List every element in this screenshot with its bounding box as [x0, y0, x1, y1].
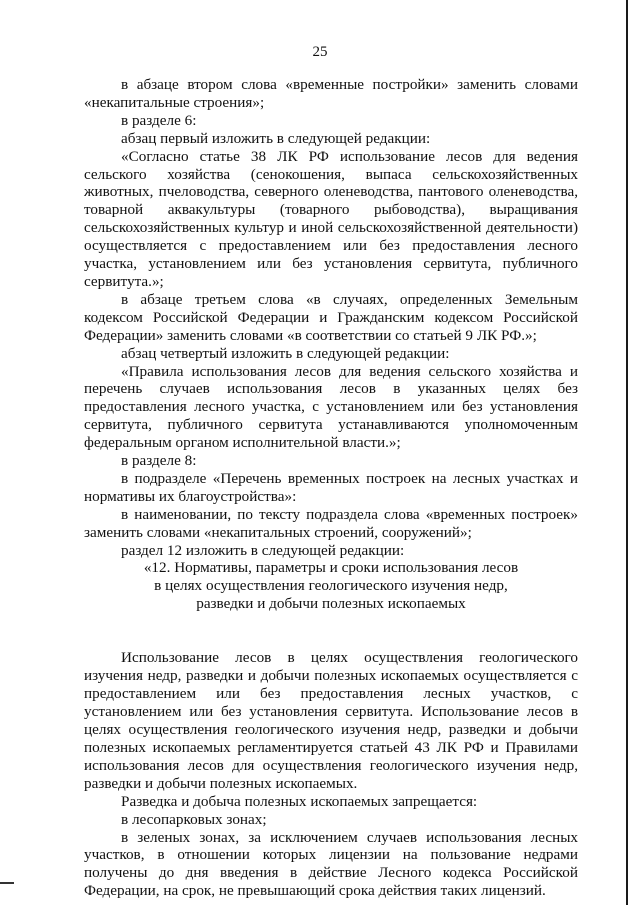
- section-heading-line: в целях осуществления геологического изучения недр,: [154, 577, 508, 595]
- paragraph: в абзаце втором слова «временные постройки» заменить словами «некапитальные строения»;: [84, 76, 578, 111]
- document-body: [84, 76, 578, 900]
- paragraph: в наименовании, по тексту подраздела слова «временных построек» заменить словами «некапитальных строений, сооружений»;: [84, 505, 578, 541]
- paragraph: абзац четвертый изложить в следующей редакции:: [121, 344, 450, 362]
- spacer: [84, 613, 578, 649]
- paragraph: Разведка и добыча полезных ископаемых запрещается:: [121, 792, 478, 810]
- section-heading-line: «12. Нормативы, параметры и сроки использования лесов: [143, 559, 519, 577]
- paragraph: в абзаце третьем слова «в случаях, определенных Земельным кодексом Российской Федерации и Гражданским кодексом Российской Федерации» заменить словами «в соответствии со статьей 9 ЛК РФ.»;: [84, 290, 578, 344]
- section-heading-line: разведки и добычи полезных ископаемых: [196, 595, 466, 613]
- paragraph: Использование лесов в целях осуществления геологического изучения недр, разведки и добычи полезных ископаемых осуществляется с предоставлением или без предоставления лесных участков, с установлением или без установления сервитута. Использование лесов в целях осуществления геологического изучения недр, разведки и добычи полезных ископаемых регламентируется статьей 43 ЛК РФ и Правилами использования лесов для осуществления геологического изучения недр, разведки и добычи полезных ископаемых.: [84, 649, 578, 792]
- paragraph: в разделе 8:: [121, 452, 197, 470]
- paragraph: в разделе 6:: [121, 111, 197, 129]
- paragraph: «Согласно статье 38 ЛК РФ использование лесов для ведения сельского хозяйства (сенокошения, выпаса сельскохозяйственных животных, пчеловодства, северного оленеводства, пантового оленеводства, товарной аквакультуры (товарного рыбоводства), выращивания сельскохозяйственных культур и иной сельскохозяйственной деятельности) осуществляется с предоставлением или без предоставления лесного участка, установлением или без установления сервитута, публичного сервитута.»;: [84, 147, 578, 290]
- paragraph: абзац первый изложить в следующей редакции:: [121, 129, 431, 147]
- scan-corner-mark: [0, 882, 14, 884]
- paragraph: «Правила использования лесов для ведения сельского хозяйства и перечень случаев использования лесов в указанных целях без предоставления лесного участка, с установлением или без установления сервитута, публичного сервитута устанавливаются уполномоченным федеральным органом исполнительной власти.»;: [84, 362, 578, 452]
- paragraph: в подразделе «Перечень временных построек на лесных участках и нормативы их благоустройства»:: [84, 469, 578, 505]
- paragraph: в зеленых зонах, за исключением случаев использования лесных участков, в отношении которых лицензии на пользование недрами получены до дня введения в действие Лесного кодекса Российской Федерации, на срок, не превышающий срока действия таких лицензий.: [84, 828, 578, 900]
- scan-edge-line: [626, 0, 628, 905]
- page-number: 25: [312, 44, 328, 60]
- paragraph: раздел 12 изложить в следующей редакции:: [121, 541, 405, 559]
- section-heading: [84, 559, 578, 613]
- paragraph: в лесопарковых зонах;: [121, 810, 267, 828]
